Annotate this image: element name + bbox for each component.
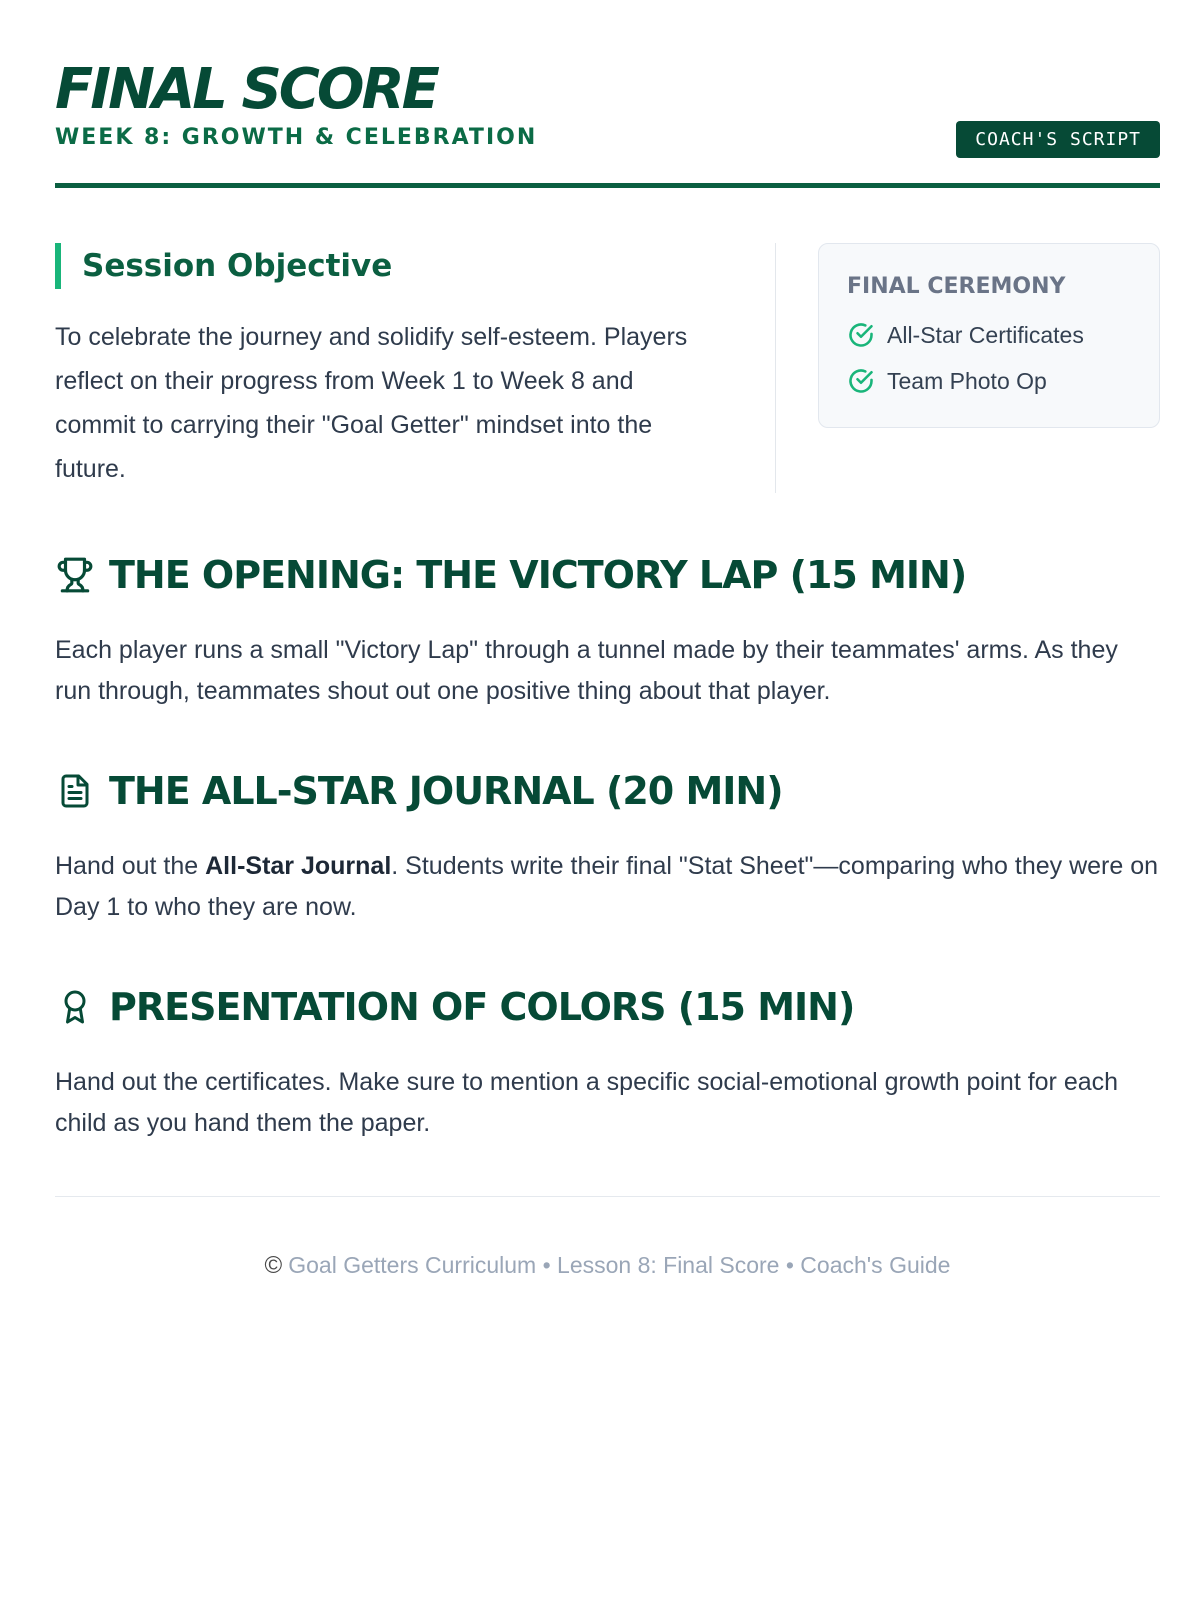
page-title: FINAL SCORE xyxy=(55,57,437,122)
coach-script-badge: COACH'S SCRIPT xyxy=(956,121,1160,158)
section-text xyxy=(55,846,1160,928)
objective-text: To celebrate the journey and solidify self-esteem. Players reflect on their progress from Week 1 to Week 8 and commit to carrying their "Goal Getter" mindset into the future. xyxy=(55,323,688,483)
section-all-star-journal xyxy=(55,766,1160,921)
lesson-page xyxy=(55,0,1160,1600)
award-ribbon-icon xyxy=(55,987,95,1027)
final-ceremony-card xyxy=(818,243,1160,428)
ceremony-title: FINAL CEREMONY xyxy=(847,274,1066,299)
check-circle-icon xyxy=(847,367,875,395)
section-header xyxy=(55,766,783,816)
header-divider xyxy=(55,183,1160,188)
section-presentation-of-colors xyxy=(55,982,1160,1137)
document-icon xyxy=(55,771,95,811)
ceremony-item-label: All-Star Certificates xyxy=(887,321,1084,348)
session-objective xyxy=(55,243,755,493)
objective-accent-bar xyxy=(55,243,61,289)
section-text: Hand out the certificates. Make sure to mention a specific social-emotional growth point for each child as you hand them the paper. xyxy=(55,1068,1119,1137)
ceremony-item xyxy=(847,366,1047,396)
ceremony-item-label: Team Photo Op xyxy=(887,367,1047,394)
ceremony-item xyxy=(847,320,1084,350)
section-header xyxy=(55,982,854,1032)
section-title: THE OPENING: THE VICTORY LAP (15 MIN) xyxy=(109,553,967,597)
column-divider xyxy=(775,243,776,493)
copyright-icon: © xyxy=(264,1252,283,1279)
section-title: PRESENTATION OF COLORS (15 MIN) xyxy=(109,985,855,1029)
section-header xyxy=(55,550,966,600)
section-text-intro: Hand out the xyxy=(55,852,206,880)
header xyxy=(55,57,1160,188)
journal-name: All-Star Journal xyxy=(205,852,392,880)
footer xyxy=(55,1250,1160,1281)
section-victory-lap xyxy=(55,550,1160,705)
footer-divider xyxy=(55,1196,1160,1197)
section-text-rest: . Students write their final "Stat Sheet"—comparing who they were on Day 1 to who they are now. xyxy=(55,852,1159,921)
footer-text: Goal Getters Curriculum • Lesson 8: Final Score • Coach's Guide xyxy=(288,1252,951,1278)
section-title: THE ALL-STAR JOURNAL (20 MIN) xyxy=(109,769,783,813)
check-circle-icon xyxy=(847,321,875,349)
section-text: Each player runs a small "Victory Lap" through a tunnel made by their teammates' arms. As they run through, teammates shout out one positive thing about that player. xyxy=(55,636,1118,705)
page-subtitle: WEEK 8: GROWTH & CELEBRATION xyxy=(55,125,538,150)
trophy-icon xyxy=(55,555,95,595)
objective-heading: Session Objective xyxy=(82,248,393,284)
